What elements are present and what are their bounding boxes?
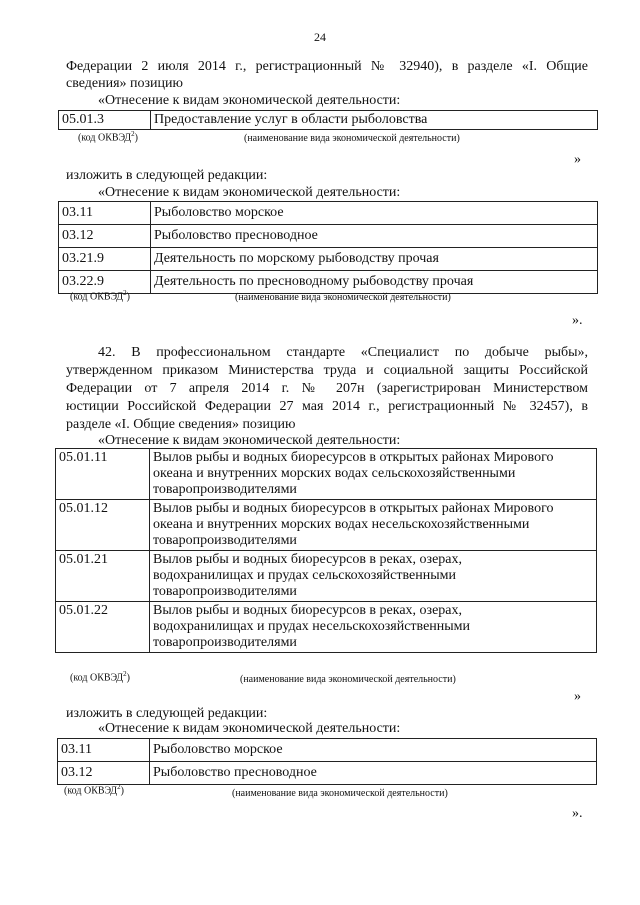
item42-okved-table [55, 448, 597, 653]
okved-code: 05.01.22 [56, 602, 150, 653]
closing-quote: » [574, 689, 581, 704]
item42-line1: 42. В профессиональном стандарте «Специалист по добыче рыбы», [98, 345, 588, 360]
okved-code: 03.11 [59, 202, 151, 225]
closing-quote: ». [572, 313, 583, 328]
block4-lead: изложить в следующей редакции: [66, 706, 268, 721]
table-row [56, 551, 597, 602]
okved-code: 03.22.9 [59, 271, 151, 294]
okved-name: Деятельность по пресноводному рыбоводству прочая [151, 271, 598, 294]
okved-code: 05.01.21 [56, 551, 150, 602]
okved-code: 05.01.3 [59, 111, 151, 130]
item42-line5: разделе «I. Общие сведения» позицию [66, 417, 296, 432]
block2-lead: изложить в следующей редакции: [66, 168, 268, 183]
okved-name: Деятельность по морскому рыбоводству прочая [151, 248, 598, 271]
table-row [59, 225, 598, 248]
item42-line3: Федерации от 7 апреля 2014 г. № 207н (зарегистрирован Министерством [66, 381, 588, 396]
name-label: (наименование вида экономической деятельности) [244, 133, 460, 144]
table-row [59, 271, 598, 294]
okved-name: Вылов рыбы и водных биоресурсов в реках, озерах, водохранилищах и прудах несельскохозяйственными товаропроизводителями [150, 602, 597, 653]
table-row [58, 762, 597, 785]
block1-text-line2: сведения» позицию [66, 76, 183, 91]
block4-intro: «Отнесение к видам экономической деятельности: [98, 721, 401, 736]
okved-code: 03.21.9 [59, 248, 151, 271]
name-label: (наименование вида экономической деятельности) [235, 292, 451, 303]
closing-quote: » [574, 152, 581, 167]
okved-code: 03.12 [58, 762, 150, 785]
code-label: (код ОКВЭД$^2$) [78, 130, 138, 144]
okved-code: 05.01.11 [56, 449, 150, 500]
okved-name: Рыболовство пресноводное [150, 762, 597, 785]
item42-line2: утвержденном приказом Министерства труда и социальной защиты Российской [66, 363, 588, 378]
okved-code: 03.11 [58, 739, 150, 762]
okved-name: Вылов рыбы и водных биоресурсов в открытых районах Мирового океана и внутренних морских водах сельскохозяйственными товаропроизводителями [150, 449, 597, 500]
code-label: (код ОКВЭД$^2$) [70, 670, 130, 684]
okved-name: Вылов рыбы и водных биоресурсов в открытых районах Мирового океана и внутренних морских водах несельскохозяйственными товаропроизводителями [150, 500, 597, 551]
page-number: 24 [314, 30, 326, 44]
okved-code: 03.12 [59, 225, 151, 248]
block1-okved-table [58, 110, 598, 130]
name-label: (наименование вида экономической деятельности) [232, 788, 448, 799]
table-row [56, 500, 597, 551]
okved-name: Вылов рыбы и водных биоресурсов в реках, озерах, водохранилищах и прудах сельскохозяйственными товаропроизводителями [150, 551, 597, 602]
code-label: (код ОКВЭД$^2$) [70, 289, 130, 303]
block2-okved-table [58, 201, 598, 294]
table-row [59, 111, 598, 130]
block1-text-line1: Федерации 2 июля 2014 г., регистрационный № 32940), в разделе «I. Общие [66, 59, 588, 74]
block1-intro: «Отнесение к видам экономической деятельности: [98, 93, 401, 108]
table-row [58, 739, 597, 762]
okved-name: Рыболовство морское [151, 202, 598, 225]
okved-name: Рыболовство пресноводное [151, 225, 598, 248]
closing-quote: ». [572, 806, 583, 821]
block2-intro: «Отнесение к видам экономической деятельности: [98, 185, 401, 200]
okved-code: 05.01.12 [56, 500, 150, 551]
name-label: (наименование вида экономической деятельности) [240, 674, 456, 685]
okved-name: Предоставление услуг в области рыболовства [151, 111, 598, 130]
block4-okved-table [57, 738, 597, 785]
table-row [56, 602, 597, 653]
okved-name: Рыболовство морское [150, 739, 597, 762]
item42-intro: «Отнесение к видам экономической деятельности: [98, 433, 401, 448]
code-label: (код ОКВЭД$^2$) [64, 783, 124, 797]
item42-line4: юстиции Российской Федерации 27 мая 2014 г., регистрационный № 32457), в [66, 399, 588, 414]
table-row [59, 202, 598, 225]
table-row [56, 449, 597, 500]
table-row [59, 248, 598, 271]
